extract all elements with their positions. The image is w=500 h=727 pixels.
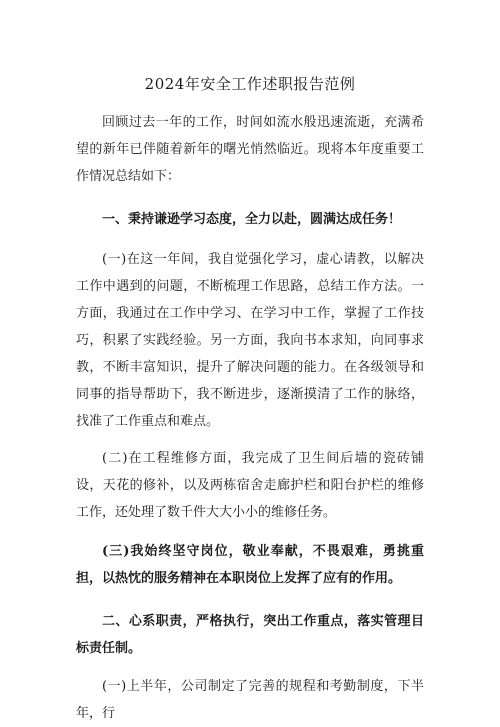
section-1-paragraph-1: (一)在这一年间，我自觉强化学习，虚心请教，以解决工作中遇到的问题，不断梳理工作思路，总结工作方法。一方面，我通过在工作中学习、在学习中工作，掌握了工作技巧，积累了实践经验。另一方面，我向书本求知，向同事求教，不断丰富知识，提升了解决问题的能力。在各级领导和同事的指导帮助下，我不断进步，逐渐摸清了工作的脉络，找准了工作重点和难点。 [76,252,424,429]
section-2-paragraph-1: (一)上半年，公司制定了完善的规程和考勤制度，下半年，行 [76,679,424,721]
section-1-paragraph-2: (二)在工程维修方面，我完成了卫生间后墙的瓷砖铺设，天花的修补，以及两栋宿舍走廊护栏和阳台护栏的维修工作，还处理了数千件大大小小的维修任务。 [76,451,424,520]
section-1-paragraph-3: (三)我始终坚守岗位，敬业奉献，不畏艰难，勇挑重担，以热忱的服务精神在本职岗位上发挥了应有的作用。 [76,544,424,586]
intro-paragraph: 回顾过去一年的工作，时间如流水般迅速流逝，充满希望的新年已伴随着新年的曙光悄然临近。现将本年度重要工作情况总结如下： [76,115,424,184]
section-2-heading: 二、心系职责，严格执行，突出工作重点，落实管理目标责任制。 [76,614,424,656]
document-title: 2024年安全工作述职报告范例 [144,75,356,93]
section-1-heading: 一、秉持谦逊学习态度，全力以赴，圆满达成任务！ [102,212,402,227]
